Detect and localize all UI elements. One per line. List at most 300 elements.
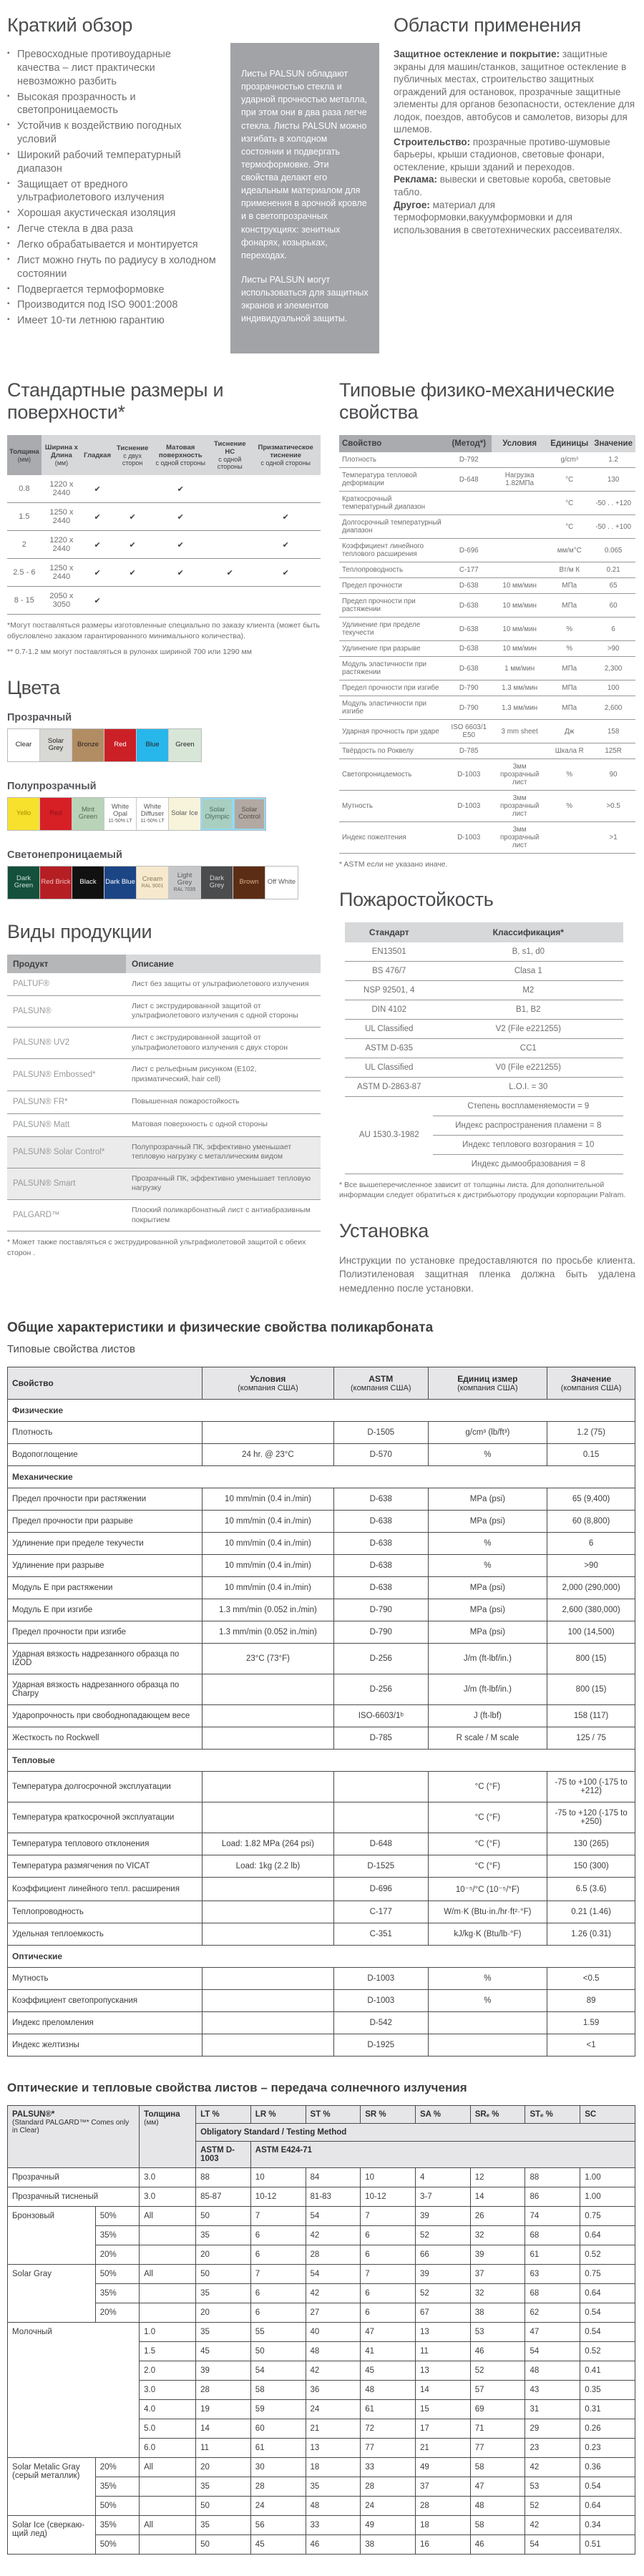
thickness-cell: 1.5 — [140, 2341, 196, 2361]
table-row — [7, 587, 321, 615]
optical-body — [8, 2167, 635, 2554]
table-cell: °C (°F) — [428, 1855, 547, 1877]
table-cell: D-1003 — [334, 1967, 429, 1989]
swatch-name: Solar Control — [238, 806, 260, 821]
table-cell: Коэффициент линейного теплового расширения — [339, 539, 447, 562]
color-swatch — [137, 867, 169, 899]
table-cell: Предел прочности — [339, 578, 447, 594]
table-cell: 1.59 — [547, 2011, 635, 2034]
check-cell: ✔ — [250, 531, 321, 559]
products-table — [7, 955, 321, 1232]
table-cell: D-790 — [334, 1621, 429, 1643]
table-cell: MPa (psi) — [428, 1510, 547, 1532]
swatch-name: Mint Green — [78, 806, 98, 821]
check-cell: ✔ — [152, 531, 209, 559]
value-cell: 0.26 — [580, 2419, 635, 2438]
table-cell: 1 мм/мин — [492, 657, 547, 680]
size-cell: 1250 x 2440 — [42, 503, 82, 531]
product-desc-cell: Лист без защиты от ультрафиолетового излучения — [126, 973, 321, 995]
value-cell: 57 — [470, 2380, 525, 2399]
product-name-cell: PALSUN® UV2 — [7, 1028, 126, 1059]
table-cell: Температура тепловой деформации — [339, 468, 447, 492]
table-cell: D-542 — [334, 2011, 429, 2034]
table-cell: Нагрузка 1.82МПа — [492, 468, 547, 492]
table-cell: 2,600 — [591, 696, 635, 720]
color-swatch — [137, 729, 169, 761]
table-cell: Твёрдость по Роквелу — [339, 743, 447, 759]
value-cell: 52 — [525, 2496, 580, 2515]
check-cell — [209, 587, 250, 615]
thickness-cell — [140, 2496, 196, 2515]
list-item: ▪ Легче стекла в два раза — [7, 223, 216, 236]
value-cell: 60 — [250, 2419, 306, 2438]
application-label: Строительство: — [394, 136, 473, 147]
swatch-name: Clear — [15, 741, 32, 749]
table-cell: 65 (9,400) — [547, 1488, 635, 1510]
swatch-name: Dark Grey — [209, 874, 225, 890]
color-swatch — [8, 729, 40, 761]
size-cell: 2050 x 3050 — [42, 587, 82, 615]
swatch-row — [7, 728, 202, 762]
color-group-label: Полупрозрачный — [7, 780, 97, 792]
list-item: ▪ Имеет 10-ти летнюю гарантию — [7, 314, 216, 328]
column-header: SA % — [416, 2105, 471, 2123]
table-cell: D-256 — [334, 1643, 429, 1674]
table-cell: °C (°F) — [428, 1833, 547, 1855]
value-cell: 32 — [470, 2283, 525, 2303]
application-item: Реклама: вывески и световые короба, световые табло. — [394, 174, 611, 198]
value-cell: 61 — [525, 2245, 580, 2264]
table-cell: 1.26 (0.31) — [547, 1923, 635, 1945]
overview-section — [7, 7, 216, 353]
overview-list — [7, 48, 216, 328]
table-cell: 10⁻⁵/°C (10⁻⁵/°F) — [428, 1877, 547, 1901]
swatch-name: Dark Blue — [105, 878, 135, 887]
mech-body — [339, 452, 635, 854]
value-cell: 54 — [525, 2341, 580, 2361]
color-swatch — [169, 729, 201, 761]
table-cell: -75 to +120 (-175 to +250) — [547, 1802, 635, 1833]
value-cell: 4 — [416, 2167, 471, 2187]
value-cell: 39 — [416, 2206, 471, 2225]
table-cell: 2,300 — [591, 657, 635, 680]
table-row — [339, 743, 635, 759]
check-cell — [113, 587, 152, 615]
product-desc-cell: Лист с экструдированной защитой от ультрафиолетового излучения с двух сторон — [126, 1028, 321, 1059]
check-cell: ✔ — [152, 475, 209, 503]
value-cell: 58 — [470, 2515, 525, 2534]
general-props-section — [7, 1320, 635, 2057]
color-swatch — [201, 867, 233, 899]
table-row — [339, 791, 635, 822]
table-row — [8, 1599, 635, 1621]
general-subtitle: Типовые свойства листов — [7, 1342, 135, 1355]
swatch-sub: RAL 9001 — [141, 884, 164, 889]
value-cell: 18 — [306, 2457, 361, 2477]
sizes-footnote-2: ** 0.7-1.2 мм могут поставляться в рулонах шириной 700 или 1290 мм — [7, 647, 252, 656]
middle-columns — [7, 372, 635, 1295]
table-cell: мм/м°C — [547, 539, 591, 562]
table-cell: <1 — [547, 2034, 635, 2056]
table-row — [8, 2322, 635, 2341]
standard-cell: UL Classified — [345, 1058, 433, 1077]
swatch-sub: RAL 7035 — [173, 887, 196, 893]
header-sub: (компания США) — [457, 1383, 518, 1392]
table-row — [8, 1532, 635, 1554]
header-sub: (компания США) — [238, 1383, 298, 1392]
value-cell: 0.54 — [580, 2322, 635, 2341]
value-cell: 0.64 — [580, 2225, 635, 2245]
value-cell: 36 — [306, 2380, 361, 2399]
sizes-footnote-1: *Могут поставляться размеры изготовленные специально по заказу клиента (может быть обусловлено заказом гарантированного минимального количества). — [7, 621, 321, 640]
table-cell: Краткосрочный температурный диапазон — [339, 492, 447, 515]
general-props-table — [7, 1367, 635, 2057]
product-name-cell: Прозрачный — [8, 2167, 140, 2187]
value-cell: 58 — [470, 2457, 525, 2477]
value-cell: 6 — [250, 2225, 306, 2245]
product-desc-cell: Матовая поверхность с одной стороны — [126, 1113, 321, 1136]
check-cell — [209, 475, 250, 503]
thickness-header-main: Толщина — [144, 2109, 180, 2119]
product-desc-cell: Плоский поликарбонатный лист с антиабразивным покрытием — [126, 1200, 321, 1231]
table-row — [8, 2303, 635, 2322]
table-cell — [492, 539, 547, 562]
header-sub: с одной стороны — [217, 456, 243, 471]
thickness-cell: 8 - 15 — [7, 587, 42, 615]
table-cell: % — [428, 1443, 547, 1465]
product-name-cell: Бронзовый — [8, 2206, 96, 2264]
table-cell: D-696 — [334, 1877, 429, 1901]
table-row — [8, 1802, 635, 1833]
table-row — [345, 1058, 623, 1077]
thickness-cell: 2 — [7, 531, 42, 559]
header-main: Ширина х Длина — [44, 444, 78, 460]
value-cell: 46 — [470, 2534, 525, 2554]
table-cell: D-1003 — [447, 822, 492, 854]
check-cell: ✔ — [113, 503, 152, 531]
application-label: Другое: — [394, 199, 433, 210]
table-cell — [202, 2011, 333, 2034]
thickness-cell: 3.0 — [140, 2187, 196, 2206]
product-name-cell: PALGARD™ — [7, 1200, 126, 1231]
table-cell — [547, 822, 591, 854]
table-cell: 0.21 — [591, 562, 635, 578]
percent-cell: 35% — [95, 2283, 139, 2303]
color-swatch — [40, 798, 72, 830]
table-row — [339, 618, 635, 641]
standard-cell: EN13501 — [345, 942, 433, 962]
value-cell: 13 — [416, 2361, 471, 2380]
value-cell: 26 — [470, 2206, 525, 2225]
value-cell: 6 — [361, 2245, 416, 2264]
size-cell: 1220 x 2440 — [42, 475, 82, 503]
value-cell: 0.64 — [580, 2496, 635, 2515]
table-cell: 3 mm sheet — [492, 720, 547, 743]
table-cell — [202, 1802, 333, 1833]
installation-title: Установка — [339, 1219, 429, 1241]
value-cell: 0.52 — [580, 2245, 635, 2264]
table-cell — [492, 743, 547, 759]
percent-cell: 50% — [95, 2496, 139, 2515]
thickness-cell: All — [140, 2515, 196, 2534]
table-cell: D-638 — [334, 1532, 429, 1554]
table-cell: Долгосрочный температурный диапазон — [339, 515, 447, 539]
value-cell: 41 — [361, 2341, 416, 2361]
table-cell: 10 мм/мин — [492, 618, 547, 641]
table-row — [8, 2515, 635, 2534]
table-cell: 100 — [591, 680, 635, 696]
value-cell: 0.23 — [580, 2438, 635, 2457]
value-cell: 12 — [470, 2167, 525, 2187]
table-cell: °C — [547, 492, 591, 515]
check-cell — [250, 475, 321, 503]
table-cell: 1.3 мм/мин — [492, 696, 547, 720]
product-name-cell: PALSUN® Matt — [7, 1113, 126, 1136]
table-cell: % — [428, 1532, 547, 1554]
general-body — [8, 1399, 635, 2056]
palsun-header-sub: (Standard PALGARD™* Comes only in Clear) — [12, 2118, 130, 2135]
table-cell — [334, 1771, 429, 1802]
mech-header-row — [339, 435, 635, 452]
table-cell: 6 — [591, 618, 635, 641]
table-cell: МПа — [547, 680, 591, 696]
table-row — [345, 1000, 623, 1019]
table-cell: 90 — [591, 759, 635, 791]
value-cell: 0.34 — [580, 2515, 635, 2534]
color-swatch — [265, 867, 298, 899]
value-cell: 48 — [306, 2341, 361, 2361]
product-name-cell: PALSUN® — [7, 995, 126, 1027]
value-cell: 88 — [196, 2167, 251, 2187]
value-cell: 39 — [470, 2245, 525, 2264]
thickness-header-sub: (мм) — [144, 2118, 159, 2127]
value-cell: 6 — [250, 2245, 306, 2264]
table-cell: 0.065 — [591, 539, 635, 562]
table-row — [339, 594, 635, 618]
table-cell: Коэффициент светопропускания — [8, 1989, 203, 2011]
table-cell: 1.2 (75) — [547, 1421, 635, 1443]
table-row — [8, 2225, 635, 2245]
swatch-name: Bronze — [77, 741, 99, 749]
table-cell: Удлинение при разрыве — [339, 641, 447, 657]
thickness-cell: All — [140, 2264, 196, 2283]
classification-cell: B, s1, d0 — [433, 942, 623, 962]
thickness-cell: 3.0 — [140, 2380, 196, 2399]
table-row — [7, 559, 321, 587]
table-cell: МПа — [547, 696, 591, 720]
table-cell: 0.15 — [547, 1443, 635, 1465]
check-cell: ✔ — [82, 503, 113, 531]
left-column — [7, 372, 321, 1295]
table-row — [8, 1421, 635, 1443]
table-cell: Удлинение при пределе текучести — [339, 618, 447, 641]
table-cell: °C (°F) — [428, 1802, 547, 1833]
column-header: SRₑ % — [470, 2105, 525, 2123]
table-row — [8, 1576, 635, 1599]
table-cell: 10 мм/мин — [492, 641, 547, 657]
check-cell: ✔ — [82, 475, 113, 503]
product-name-cell: PALSUN® Embossed* — [7, 1059, 126, 1091]
column-header-thickness — [140, 2105, 196, 2167]
swatch-name: Black — [79, 878, 97, 887]
color-swatch — [40, 867, 72, 899]
column-header — [547, 1367, 635, 1399]
table-row — [8, 2496, 635, 2515]
check-cell: ✔ — [82, 531, 113, 559]
table-cell: MPa (psi) — [428, 1599, 547, 1621]
percent-cell: 35% — [95, 2225, 139, 2245]
value-cell: 52 — [416, 2283, 471, 2303]
table-cell: 10 mm/min (0.4 in./min) — [202, 1576, 333, 1599]
value-cell: 23 — [525, 2438, 580, 2457]
table-cell: 60 — [591, 594, 635, 618]
percent-cell: 20% — [95, 2303, 139, 2322]
table-cell: Мутность — [339, 791, 447, 822]
value-cell: 20 — [196, 2245, 251, 2264]
table-row — [8, 1833, 635, 1855]
colors-section — [7, 677, 321, 899]
table-cell: 3мм прозрачный лист — [492, 822, 547, 854]
classification-cell: Индекс дымообразования = 8 — [433, 1154, 623, 1174]
header-sub: с одной стороны — [260, 459, 311, 467]
installation-text: Инструкции по установке предоставляются по просьбе клиента. Полиэтиленовая защитная пленка должна быть удалена немедленно после установки. — [339, 1254, 635, 1294]
value-cell: 19 — [196, 2399, 251, 2419]
thickness-cell — [140, 2245, 196, 2264]
header-sub: (компания США) — [350, 1383, 411, 1392]
table-cell — [202, 1989, 333, 2011]
table-cell: 23°C (73°F) — [202, 1643, 333, 1674]
table-cell: C-177 — [334, 1901, 429, 1923]
value-cell: 0.31 — [580, 2399, 635, 2419]
table-cell: D-785 — [447, 743, 492, 759]
table-row — [339, 680, 635, 696]
table-cell: 100 (14,500) — [547, 1621, 635, 1643]
product-desc-cell: Повышенная пожаростойкость — [126, 1091, 321, 1113]
table-row — [8, 2167, 635, 2187]
table-cell: Предел прочности при изгибе — [339, 680, 447, 696]
value-cell: 40 — [306, 2322, 361, 2341]
sizes-section — [7, 379, 321, 657]
swatch-name: Dark Green — [14, 874, 34, 890]
column-header — [209, 435, 250, 475]
table-row — [345, 1038, 623, 1058]
value-cell: 24 — [306, 2399, 361, 2419]
value-cell: 39 — [196, 2361, 251, 2380]
header-main: Тиснение — [116, 444, 149, 452]
table-cell: Теплопроводность — [8, 1901, 203, 1923]
table-row — [7, 1168, 321, 1199]
table-row — [8, 2245, 635, 2264]
value-cell: 50 — [196, 2264, 251, 2283]
table-cell: C-351 — [334, 1923, 429, 1945]
table-cell: D-785 — [334, 1727, 429, 1749]
table-row — [8, 1901, 635, 1923]
table-cell: ISO-6603/1ᵇ — [334, 1704, 429, 1727]
value-cell: 24 — [250, 2496, 306, 2515]
fire-section — [339, 889, 635, 1200]
column-header — [250, 435, 321, 475]
column-header: LR % — [250, 2105, 306, 2123]
value-cell: 17 — [416, 2419, 471, 2438]
table-cell: 10 мм/мин — [492, 578, 547, 594]
swatch-name: Cream — [142, 875, 163, 884]
value-cell: 16 — [416, 2534, 471, 2554]
table-cell: D-790 — [447, 680, 492, 696]
value-cell: 20 — [196, 2303, 251, 2322]
table-cell: D-638 — [334, 1488, 429, 1510]
classification-cell: L.O.I. = 30 — [433, 1077, 623, 1096]
value-cell: 13 — [306, 2438, 361, 2457]
table-cell: Модуль E при растяжении — [8, 1576, 203, 1599]
value-cell: 61 — [250, 2438, 306, 2457]
table-cell: D-790 — [334, 1599, 429, 1621]
thickness-cell — [140, 2477, 196, 2496]
table-row — [7, 1059, 321, 1091]
value-cell: 1.00 — [580, 2167, 635, 2187]
swatch-name: Off White — [267, 878, 296, 887]
check-cell: ✔ — [209, 559, 250, 587]
column-header: ST % — [306, 2105, 361, 2123]
value-cell: 45 — [196, 2341, 251, 2361]
column-header: SC — [580, 2105, 635, 2123]
color-swatch — [201, 798, 233, 830]
table-row — [7, 1091, 321, 1113]
table-cell: Модуль E при изгибе — [8, 1599, 203, 1621]
check-cell: ✔ — [152, 503, 209, 531]
color-groups — [7, 712, 321, 899]
check-cell — [152, 587, 209, 615]
optical-table — [7, 2105, 635, 2555]
table-cell: D-638 — [334, 1554, 429, 1576]
percent-cell: 35% — [95, 2477, 139, 2496]
table-cell — [202, 1704, 333, 1727]
check-cell: ✔ — [82, 587, 113, 615]
header-sub: с одной стороны — [155, 459, 205, 467]
table-row — [7, 503, 321, 531]
table-cell: МПа — [547, 578, 591, 594]
table-cell: 150 (300) — [547, 1855, 635, 1877]
table-cell: 158 — [591, 720, 635, 743]
table-cell: 800 (15) — [547, 1674, 635, 1704]
column-header-palsun — [8, 2105, 140, 2167]
value-cell: 24 — [361, 2496, 416, 2515]
value-cell: 54 — [306, 2264, 361, 2283]
table-cell: D-638 — [334, 1576, 429, 1599]
table-cell: Индекс желтизны — [8, 2034, 203, 2056]
table-cell: D-1003 — [334, 1989, 429, 2011]
table-row — [7, 531, 321, 559]
table-cell: Ударная вязкость надрезанного образца по Charpy — [8, 1674, 203, 1704]
table-cell: 10 мм/мин — [492, 594, 547, 618]
percent-cell: 20% — [95, 2457, 139, 2477]
table-cell: °C — [547, 468, 591, 492]
check-cell: ✔ — [152, 559, 209, 587]
value-cell: 21 — [416, 2438, 471, 2457]
thickness-cell: 1.0 — [140, 2322, 196, 2341]
thickness-cell — [140, 2225, 196, 2245]
value-cell: 29 — [525, 2419, 580, 2438]
table-cell: 10 mm/min (0.4 in./min) — [202, 1532, 333, 1554]
table-row — [339, 515, 635, 539]
value-cell: 0.75 — [580, 2264, 635, 2283]
value-cell: 50 — [196, 2496, 251, 2515]
table-cell: >90 — [591, 641, 635, 657]
value-cell: 6 — [361, 2283, 416, 2303]
table-row — [7, 1113, 321, 1136]
value-cell: 35 — [196, 2515, 251, 2534]
value-cell: 69 — [470, 2399, 525, 2419]
table-row — [345, 1077, 623, 1096]
